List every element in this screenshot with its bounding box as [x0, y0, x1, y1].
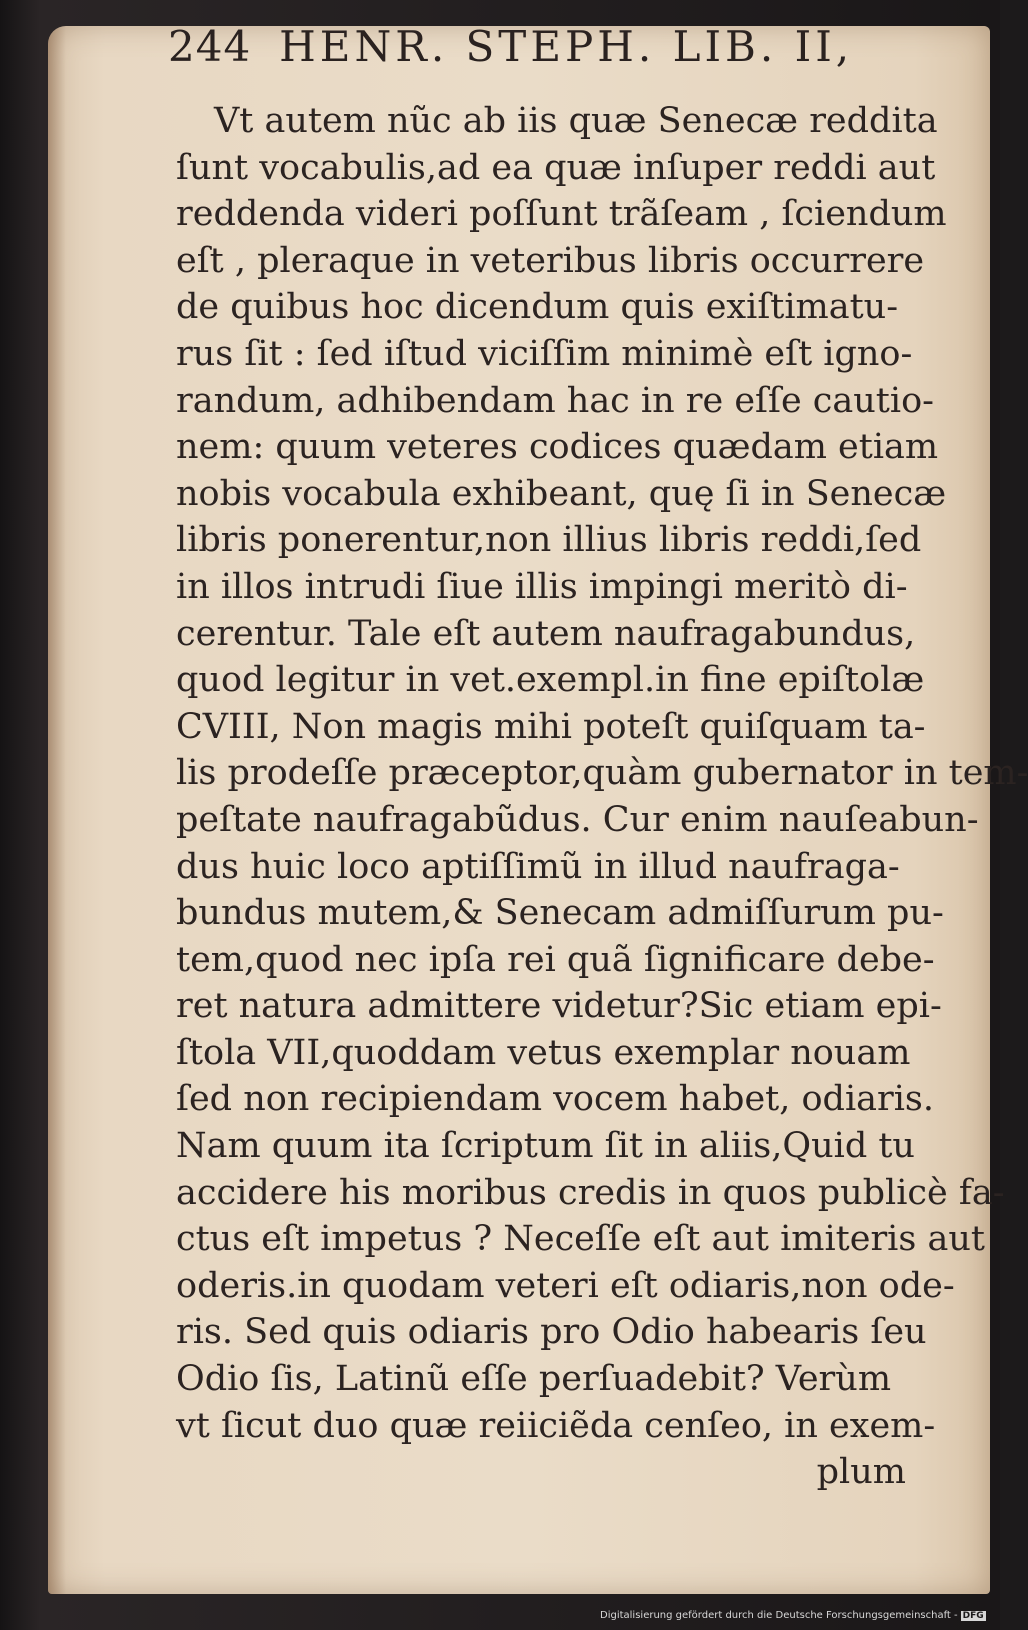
- text-line: de quibus hoc dicendum quis exiſtimatu-: [176, 287, 899, 328]
- text-line: in illos intrudi ſiue illis impingi meritò di-: [176, 566, 908, 607]
- text-line: ſunt vocabulis,ad ea quæ inſuper reddi aut: [176, 147, 936, 188]
- page-number: 244: [168, 22, 252, 71]
- text-line: ſed non recipiendam vocem habet, odiaris.: [176, 1079, 935, 1120]
- text-line: dus huic loco aptiſſimũ in illud naufraga-: [176, 846, 900, 887]
- catchword: plum: [816, 1452, 906, 1493]
- text-line: randum, adhibendam hac in re eſſe cautio-: [176, 380, 934, 421]
- running-header: [168, 22, 853, 71]
- text-line: nem: quum veteres codices quædam etiam: [176, 427, 939, 468]
- credit-text: Digitalisierung gefördert durch die Deutsche Forschungsgemeinschaft -: [600, 1610, 958, 1621]
- text-line: Nam quum ita ſcriptum ſit in aliis,Quid tu: [176, 1126, 915, 1167]
- page-gutter-shadow: [48, 26, 66, 1594]
- text-line: vt ſicut duo quæ reiiciẽda cenſeo, in exem-: [176, 1405, 936, 1446]
- text-line: ſtola VII,quoddam vetus exemplar nouam: [176, 1032, 911, 1073]
- text-line: libris ponerentur,non illius libris reddi,ſed: [176, 520, 922, 561]
- text-line: Vt autem nũc ab iis quæ Senecæ reddita: [214, 101, 938, 141]
- digitization-credit: [600, 1610, 986, 1621]
- text-line: oderis.in quodam veteri eſt odiaris,non ode-: [176, 1265, 955, 1306]
- running-head-title: HENR. STEPH. LIB. II,: [279, 22, 854, 71]
- text-line: eſt , pleraque in veteribus libris occurrere: [176, 240, 925, 281]
- text-line: peſtate naufragabũdus. Cur enim nauſeabun-: [176, 799, 979, 840]
- dfg-logo: DFG: [962, 1611, 984, 1621]
- body-text: [176, 98, 1028, 1496]
- text-line: bundus mutem,& Senecam admiſſurum pu-: [176, 893, 944, 934]
- text-line: lis prodeſſe præceptor,quàm gubernator in tem-: [176, 753, 1028, 794]
- text-line: CVIII, Non magis mihi poteſt quiſquam ta-: [176, 706, 926, 747]
- text-line: cerentur. Tale eſt autem naufragabundus,: [176, 613, 916, 654]
- text-line: ctus eſt impetus ? Neceſſe eſt aut imiteris aut: [176, 1219, 985, 1260]
- text-line: quod legitur in vet.exempl.in fine epiſtolæ: [176, 660, 925, 701]
- text-line: rus ſit : ſed iſtud viciſſim minimè eſt igno-: [176, 333, 913, 374]
- text-line: tem,quod nec ipſa rei quã ſignificare debe-: [176, 939, 935, 980]
- text-line: accidere his moribus credis in quos publicè fa-: [176, 1172, 1005, 1213]
- text-line: ret natura admittere videtur?Sic etiam epi-: [176, 986, 942, 1027]
- text-line: reddenda videri poſſunt trãſeam , ſciendum: [176, 194, 947, 235]
- text-line: nobis vocabula exhibeant, quę ſi in Senecæ: [176, 473, 947, 514]
- text-line: ris. Sed quis odiaris pro Odio habearis ſeu: [176, 1312, 927, 1353]
- text-line: Odio ſis, Latinũ eſſe perſuadebit? Verùm: [176, 1359, 892, 1400]
